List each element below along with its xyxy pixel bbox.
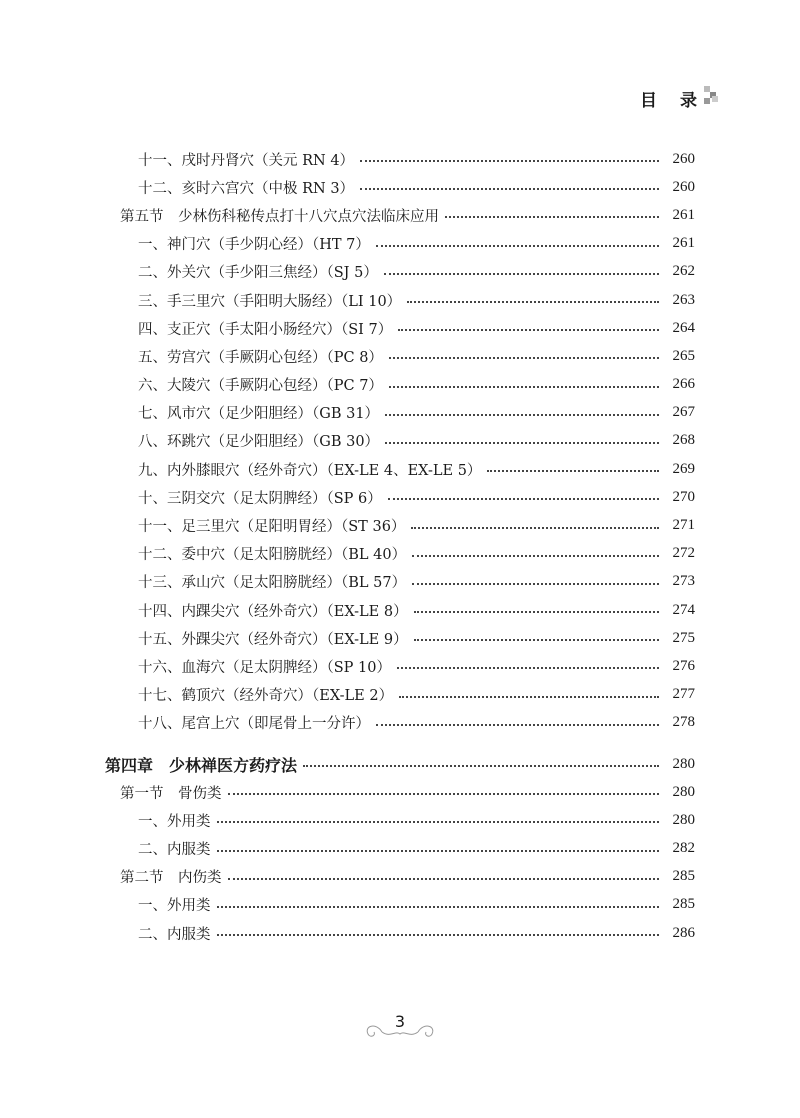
toc-item-entry[interactable] <box>0 624 695 652</box>
toc-entry-page: 280 <box>672 811 695 828</box>
dot-leader <box>217 934 660 936</box>
toc-entry-title: 十五、外踝尖穴（经外奇穴）（EX-LE 9） <box>138 631 408 648</box>
toc-item-entry[interactable] <box>0 568 695 596</box>
toc-entry-title: 二、外关穴（手少阳三焦经）（SJ 5） <box>138 265 378 282</box>
dot-leader <box>411 527 659 529</box>
toc-entry-page: 272 <box>672 545 695 562</box>
dot-leader <box>303 765 659 767</box>
toc-item-entry[interactable] <box>0 455 695 483</box>
toc-chapter-entry[interactable] <box>0 750 695 778</box>
toc-entry-page: 266 <box>672 376 695 393</box>
toc-entry-page: 265 <box>672 347 695 364</box>
dot-leader <box>412 555 659 557</box>
dot-leader <box>412 583 659 585</box>
toc-entry-title: 十、三阴交穴（足太阴脾经）（SP 6） <box>138 490 382 507</box>
toc-entry-page: 273 <box>672 573 695 590</box>
toc-entry-title: 一、外用类 <box>138 813 211 830</box>
toc-entry-page: 270 <box>672 488 695 505</box>
dot-leader <box>398 329 659 331</box>
toc-entry-page: 262 <box>672 263 695 280</box>
toc-entry-page: 280 <box>672 783 695 800</box>
toc-entry-title: 第四章 少林禅医方药疗法 <box>105 755 298 775</box>
dot-leader <box>399 696 659 698</box>
dot-leader <box>445 216 659 218</box>
toc-item-entry[interactable] <box>0 173 695 201</box>
toc-entry-page: 260 <box>672 150 695 167</box>
toc-item-entry[interactable] <box>0 371 695 399</box>
toc-entry-page: 276 <box>672 657 695 674</box>
toc-item-entry[interactable] <box>0 891 695 919</box>
toc-entry-page: 285 <box>672 868 695 885</box>
toc-entry-page: 274 <box>672 601 695 618</box>
dot-leader <box>228 793 660 795</box>
dot-leader <box>487 470 659 472</box>
toc-entry-title: 十二、委中穴（足太阳膀胱经）（BL 40） <box>138 547 407 564</box>
page-footer <box>360 1012 440 1042</box>
dot-leader <box>385 414 659 416</box>
toc-entry-title: 七、风市穴（足少阳胆经）（GB 31） <box>138 406 380 423</box>
toc-item-entry[interactable] <box>0 540 695 568</box>
header-title-part1: 目 <box>640 91 657 111</box>
dot-leader <box>360 188 659 190</box>
toc-entry-page: 260 <box>672 178 695 195</box>
toc-entry-title: 五、劳宫穴（手厥阴心包经）（PC 8） <box>138 349 383 366</box>
toc-entry-title: 第二节 内伤类 <box>120 870 222 887</box>
toc-entry-page: 267 <box>672 404 695 421</box>
toc-entry-title: 九、内外膝眼穴（经外奇穴）（EX-LE 4、EX-LE 5） <box>138 462 482 479</box>
toc-entry-title: 十七、鹤顶穴（经外奇穴）（EX-LE 2） <box>138 688 394 705</box>
toc-entry-title: 六、大陵穴（手厥阴心包经）（PC 7） <box>138 378 383 395</box>
toc-entry-title: 一、外用类 <box>138 898 211 915</box>
toc-entry-page: 264 <box>672 319 695 336</box>
header-title-part2: 录 <box>680 91 697 111</box>
dot-leader <box>376 245 659 247</box>
toc-entry-page: 277 <box>672 686 695 703</box>
checker-ornament-icon <box>704 86 720 106</box>
table-of-contents <box>0 145 800 947</box>
dot-leader <box>407 301 659 303</box>
toc-entry-title: 第一节 骨伤类 <box>120 785 222 802</box>
toc-item-entry[interactable] <box>0 652 695 680</box>
page-number: 3 <box>394 1012 406 1031</box>
toc-entry-title: 十二、亥时六宫穴（中极 RN 3） <box>138 180 355 197</box>
toc-item-entry[interactable] <box>0 314 695 342</box>
toc-item-entry[interactable] <box>0 286 695 314</box>
dot-leader <box>217 821 660 823</box>
dot-leader <box>414 639 659 641</box>
toc-entry-title: 四、支正穴（手太阳小肠经穴）（SI 7） <box>138 321 393 338</box>
toc-entry-page: 268 <box>672 432 695 449</box>
toc-entry-page: 285 <box>672 896 695 913</box>
toc-entry-title: 十四、内踝尖穴（经外奇穴）（EX-LE 8） <box>138 603 408 620</box>
toc-entry-title: 十一、足三里穴（足阳明胃经）（ST 36） <box>138 519 406 536</box>
toc-entry-page: 280 <box>672 755 695 772</box>
toc-entry-page: 261 <box>672 206 695 223</box>
toc-entry-title: 三、手三里穴（手阳明大肠经）（LI 10） <box>138 293 402 310</box>
toc-entry-title: 十一、戌时丹肾穴（关元 RN 4） <box>138 152 355 169</box>
toc-section-entry[interactable] <box>0 863 695 891</box>
dot-leader <box>397 667 659 669</box>
dot-leader <box>228 878 660 880</box>
toc-entry-title: 十八、尾宫上穴（即尾骨上一分许） <box>138 716 370 733</box>
toc-item-entry[interactable] <box>0 145 695 173</box>
toc-entry-title: 八、环跳穴（足少阳胆经）（GB 30） <box>138 434 380 451</box>
toc-item-entry[interactable] <box>0 681 695 709</box>
toc-entry-page: 269 <box>672 460 695 477</box>
toc-entry-page: 286 <box>672 924 695 941</box>
dot-leader <box>414 611 659 613</box>
dot-leader <box>384 273 659 275</box>
toc-item-entry[interactable] <box>0 483 695 511</box>
toc-entry-title: 一、神门穴（手少阴心经）（HT 7） <box>138 237 370 254</box>
toc-entry-title: 第五节 少林伤科秘传点打十八穴点穴法临床应用 <box>120 208 439 225</box>
toc-item-entry[interactable] <box>0 230 695 258</box>
toc-item-entry[interactable] <box>0 427 695 455</box>
toc-item-entry[interactable] <box>0 806 695 834</box>
toc-entry-page: 282 <box>672 840 695 857</box>
toc-entry-title: 十六、血海穴（足太阴脾经）（SP 10） <box>138 659 391 676</box>
toc-entry-page: 275 <box>672 629 695 646</box>
toc-section-entry[interactable] <box>0 778 695 806</box>
toc-entry-page: 271 <box>672 517 695 534</box>
toc-item-entry[interactable] <box>0 511 695 539</box>
toc-item-entry[interactable] <box>0 342 695 370</box>
dot-leader <box>217 850 660 852</box>
toc-item-entry[interactable] <box>0 258 695 286</box>
dot-leader <box>360 160 659 162</box>
dot-leader <box>389 357 659 359</box>
dot-leader <box>376 724 659 726</box>
toc-item-entry[interactable] <box>0 919 695 947</box>
dot-leader <box>389 386 659 388</box>
toc-entry-title: 二、内服类 <box>138 926 211 943</box>
toc-entry-page: 263 <box>672 291 695 308</box>
dot-leader <box>217 906 660 908</box>
toc-item-entry[interactable] <box>0 399 695 427</box>
toc-item-entry[interactable] <box>0 709 695 737</box>
dot-leader <box>388 498 659 500</box>
toc-item-entry[interactable] <box>0 835 695 863</box>
toc-item-entry[interactable] <box>0 596 695 624</box>
toc-entry-title: 十三、承山穴（足太阳膀胱经）（BL 57） <box>138 575 407 592</box>
toc-entry-page: 278 <box>672 714 695 731</box>
toc-entry-title: 二、内服类 <box>138 842 211 859</box>
dot-leader <box>385 442 659 444</box>
toc-entry-page: 261 <box>672 235 695 252</box>
toc-section-entry[interactable] <box>0 201 695 229</box>
